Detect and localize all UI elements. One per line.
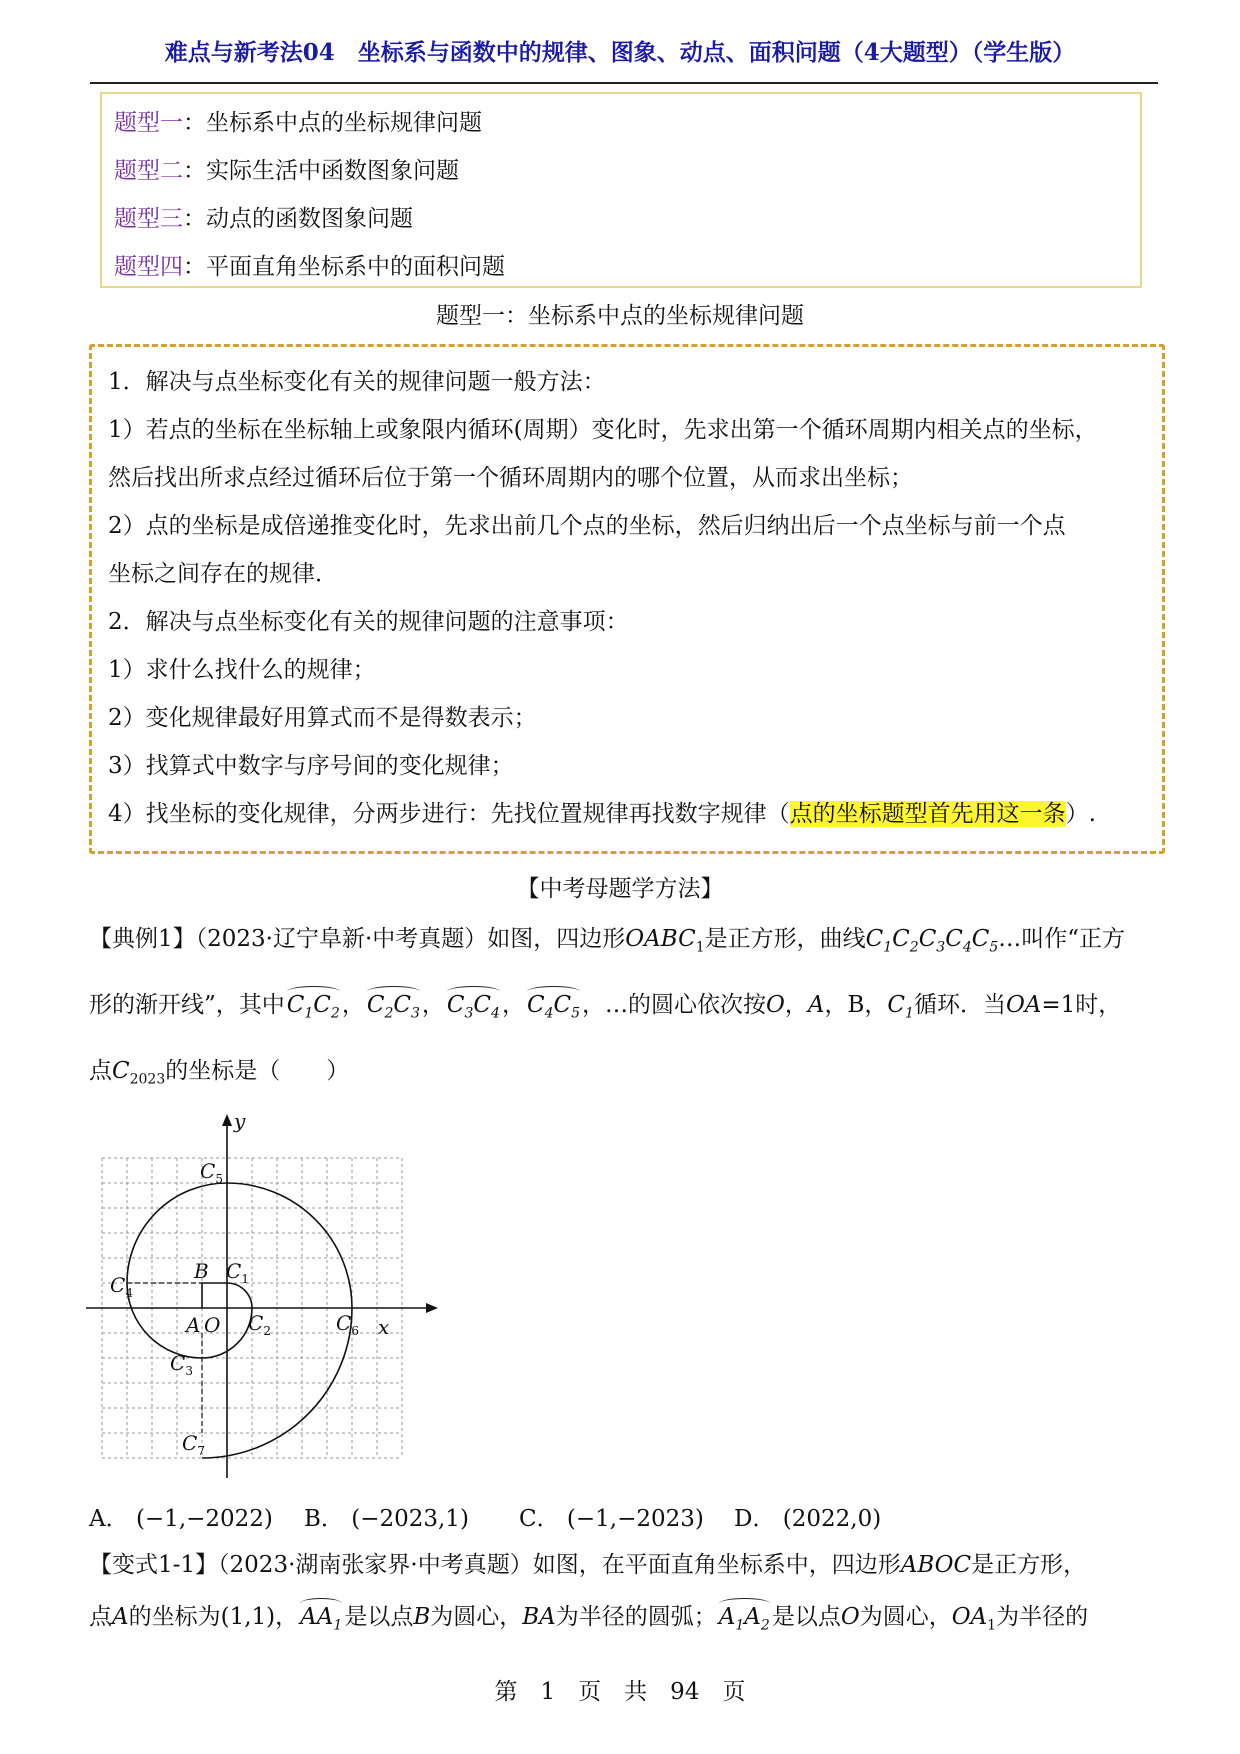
arc-c4c5: $C_4C_5$: [526, 992, 581, 1022]
text: 形的渐开线”，其中: [89, 992, 285, 1018]
toc-key: 题型二: [114, 158, 183, 184]
toc-item: [114, 248, 505, 281]
text: 是以点: [771, 1604, 841, 1630]
toc-text: ：动点的函数图象问题: [183, 206, 413, 232]
page-header-title: 难点与新考法04 坐标系与函数中的规律、图象、动点、面积问题（4大题型）（学生版）: [164, 39, 1076, 66]
method-line: 1）若点的坐标在坐标轴上或象限内循环(周期）变化时，先求出第一个循环周期内相关点的坐标，: [108, 417, 1098, 443]
text: ，…的圆心依次按: [582, 992, 767, 1018]
method-text: ）.: [1065, 801, 1096, 827]
math: O: [840, 1604, 860, 1630]
toc-item: [114, 152, 459, 185]
text: 为半径的圆弧；: [555, 1604, 717, 1630]
label-c6: $C_6$: [336, 1311, 359, 1338]
header-rule: [90, 82, 1158, 84]
math: B: [413, 1604, 431, 1630]
arc-a1a2: $A_1A_2$: [718, 1604, 770, 1634]
math: OA: [951, 1604, 988, 1630]
text: 为圆心，: [430, 1604, 523, 1630]
math: ABOC: [900, 1552, 972, 1578]
arc-aa1: $AA_1$: [300, 1604, 343, 1634]
label-o: O: [204, 1313, 221, 1337]
involute-curve: [127, 1183, 352, 1458]
method-line: 1．解决与点坐标变化有关的规律问题一般方法：: [108, 369, 606, 395]
math: O: [766, 992, 785, 1018]
text: 点: [89, 1058, 112, 1084]
label-c7: $C_7$: [182, 1431, 205, 1458]
text: 是以点: [344, 1604, 414, 1630]
toc-text: ：实际生活中函数图象问题: [183, 158, 459, 184]
label-c1: $C_1$: [226, 1259, 249, 1286]
math: A: [112, 1604, 129, 1630]
toc-item: [114, 200, 413, 233]
toc-box: [100, 92, 1142, 288]
variant1-line1: [89, 1546, 1086, 1579]
x-axis-arrow: [426, 1303, 438, 1313]
label-c4: $C_4$: [110, 1273, 133, 1300]
math: C: [112, 1058, 130, 1084]
unit-square: [202, 1283, 227, 1308]
text: 是正方形，曲线: [704, 926, 866, 952]
arc-c3c4: $C_3C_4$: [446, 992, 500, 1022]
toc-item: [114, 104, 482, 137]
method-line-last: [108, 795, 1096, 828]
math-sub: 1: [695, 939, 705, 956]
method-box: [89, 344, 1165, 854]
option-c[interactable]: C． (−1,−2023): [519, 1506, 704, 1532]
text: …叫作“正方: [998, 926, 1126, 952]
text: 【典例1】（2023·辽宁阜新·中考真题）如图，四边形: [89, 926, 626, 952]
method-line: 然后找出所求点经过循环后位于第一个循环周期内的哪个位置，从而求出坐标；: [108, 465, 913, 491]
text: 为圆心，: [859, 1604, 952, 1630]
math: $C_1C_2C_3C_4C_5$: [865, 926, 999, 956]
toc-text: ：平面直角坐标系中的面积问题: [183, 254, 505, 280]
text: 点: [89, 1604, 112, 1630]
method-line: 2．解决与点坐标变化有关的规律问题的注意事项：: [108, 609, 629, 635]
method-line: 坐标之间存在的规律．: [108, 561, 338, 587]
toc-key: 题型一: [114, 110, 183, 136]
y-axis-arrow: [222, 1114, 232, 1126]
option-d[interactable]: D． (2022,0): [734, 1506, 882, 1532]
label-c5: $C_5$: [200, 1159, 223, 1186]
label-y: y: [234, 1109, 246, 1133]
toc-key: 题型四: [114, 254, 183, 280]
axes: [86, 1118, 434, 1478]
text: 是正方形，: [971, 1552, 1087, 1578]
method-line: 2）变化规律最好用算式而不是得数表示；: [108, 705, 537, 731]
variant1-line2: [89, 1598, 1088, 1634]
label-a: A: [186, 1313, 201, 1337]
math: $C_1$: [887, 992, 914, 1022]
math: OA: [1005, 992, 1042, 1018]
method-line: 2）点的坐标是成倍递推变化时，先求出前几个点的坐标，然后归纳出后一个点坐标与前一个点: [108, 513, 1066, 539]
math: B: [847, 992, 865, 1018]
example1-line1: [89, 920, 1125, 956]
page-footer: 第 1 页 共 94 页: [494, 1679, 746, 1705]
text: =1时，: [1041, 992, 1122, 1018]
subsection-title: 【中考母题学方法】: [516, 876, 724, 902]
math: OABC: [625, 926, 696, 952]
method-text: 4）找坐标的变化规律，分两步进行：先找位置规律再找数字规律（: [108, 801, 790, 827]
text: 【变式1-1】（2023·湖南张家界·中考真题）如图，在平面直角坐标系中，四边形: [89, 1552, 901, 1578]
text: 为半径的: [996, 1604, 1089, 1630]
method-line: 1）求什么找什么的规律；: [108, 657, 376, 683]
math: A: [807, 992, 825, 1018]
option-b[interactable]: B． (−2023,1): [304, 1506, 469, 1532]
math: BA: [522, 1604, 556, 1630]
spiral-figure: [86, 1108, 446, 1488]
toc-text: ：坐标系中点的坐标规律问题: [183, 110, 482, 136]
toc-key: 题型三: [114, 206, 183, 232]
example1-line2: 形的渐开线”，其中$C_1C_2$，$C_2C_3$，$C_3C_4$，$C_4C_5$，…的圆心依次按O，A，B，$C_1$循环．当OA=1时，: [89, 992, 1122, 1022]
section-title: 题型一：坐标系中点的坐标规律问题: [436, 303, 804, 329]
option-a[interactable]: A． (−1,−2022): [89, 1506, 273, 1532]
math-sub: 1: [987, 1617, 997, 1634]
math-sub: 2023: [129, 1071, 166, 1088]
method-line: 3）找算式中数字与序号间的变化规律；: [108, 753, 514, 779]
label-c3: $C_3$: [170, 1351, 193, 1378]
text: 的坐标为(1,1)，: [128, 1604, 299, 1630]
label-c2: $C_2$: [248, 1311, 271, 1338]
text: 的坐标是（ ）: [165, 1058, 350, 1084]
label-x: x: [378, 1315, 390, 1339]
highlight-text: 点的坐标题型首先用这一条: [789, 801, 1066, 827]
text: 循环．当: [913, 992, 1006, 1018]
arc-c2c3: $C_2C_3$: [366, 992, 420, 1022]
arc-c1c2: $C_1C_2$: [286, 992, 340, 1022]
example1-line3: [89, 1052, 349, 1088]
label-b: B: [194, 1259, 209, 1283]
